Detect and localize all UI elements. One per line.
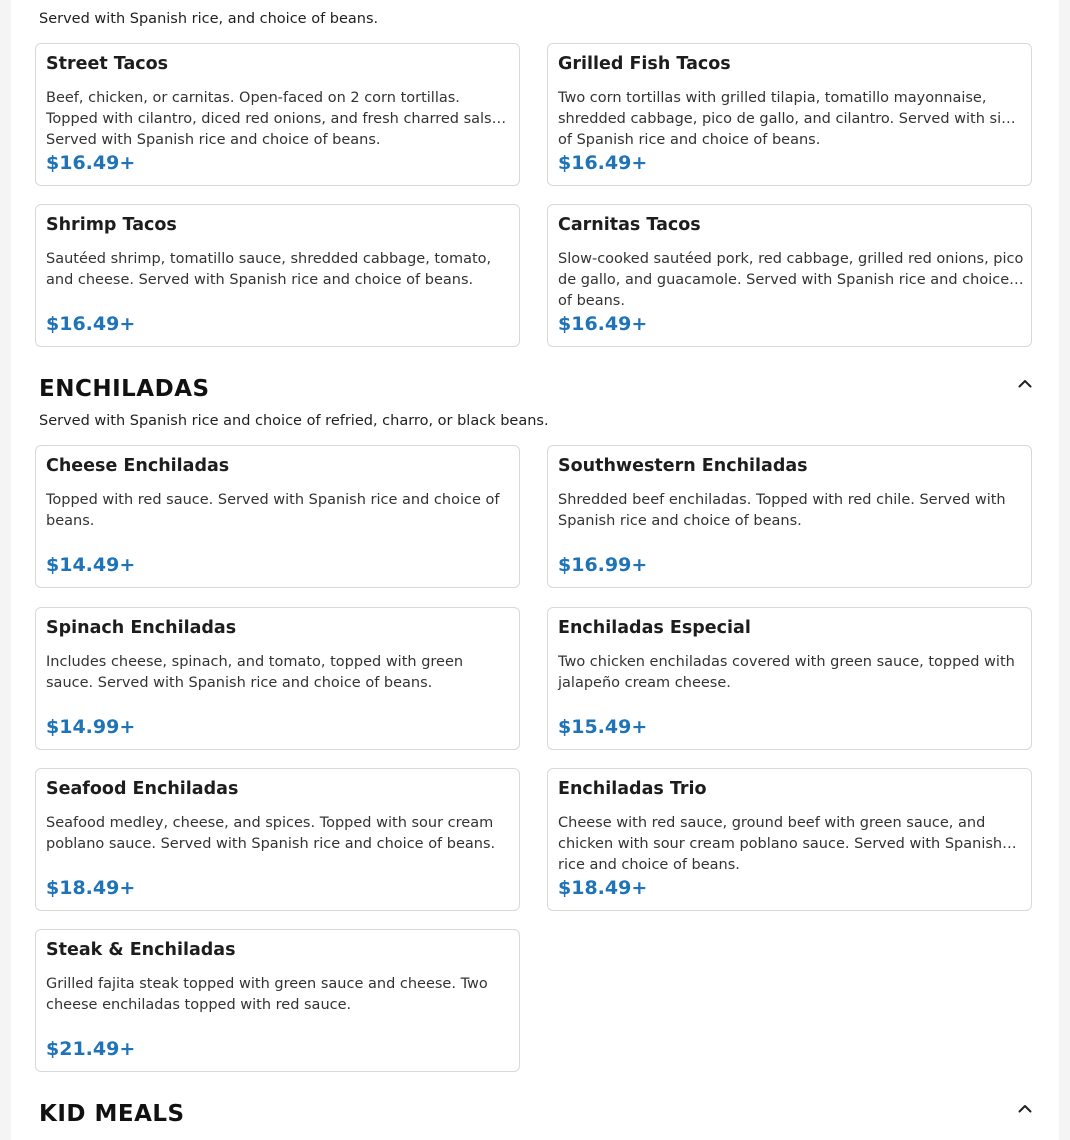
menu-item-description: Slow-cooked sautéed pork, red cabbage, grilled red onions, pico de gallo, and guacamole. Served with Spanish rice and choice of beans. (558, 251, 1024, 309)
menu-item-price: $14.49+ (46, 554, 136, 576)
enchiladas-section-title: ENCHILADAS (39, 376, 210, 402)
menu-item-description: Beef, chicken, or carnitas. Open-faced on 2 corn tortillas. Topped with cilantro, diced red onions, and fresh charred salsa. Served with Spanish rice and choice of beans. (46, 90, 506, 148)
menu-item-name: Shrimp Tacos (46, 215, 177, 235)
menu-item-card[interactable] (547, 43, 1032, 186)
menu-item-card[interactable] (35, 768, 520, 911)
menu-item-description: Grilled fajita steak topped with green sauce and cheese. Two cheese enchiladas topped with red sauce. (46, 976, 488, 1013)
menu-item-card[interactable] (35, 607, 520, 750)
menu-item-description: Topped with red sauce. Served with Spanish rice and choice of beans. (46, 492, 500, 529)
menu-item-description: Two chicken enchiladas covered with green sauce, topped with jalapeño cream cheese. (558, 654, 1015, 691)
menu-item-name: Steak & Enchiladas (46, 940, 236, 960)
menu-item-description: Sautéed shrimp, tomatillo sauce, shredded cabbage, tomato, and cheese. Served with Spanish rice and choice of beans. (46, 251, 492, 288)
tacos-section-subtitle: Served with Spanish rice, and choice of beans. (39, 11, 379, 27)
menu-item-card[interactable] (547, 204, 1032, 347)
enchiladas-section-subtitle: Served with Spanish rice and choice of refried, charro, or black beans. (39, 413, 549, 429)
menu-item-card[interactable] (547, 607, 1032, 750)
menu-item-card[interactable] (35, 43, 520, 186)
chevron-up-icon[interactable] (1016, 1099, 1034, 1117)
menu-item-name: Street Tacos (46, 54, 169, 74)
chevron-up-icon[interactable] (1016, 374, 1034, 392)
menu-item-name: Enchiladas Especial (558, 618, 751, 638)
menu-item-description: Seafood medley, cheese, and spices. Topped with sour cream poblano sauce. Served with Spanish rice and choice of beans. (46, 815, 496, 852)
menu-item-name: Spinach Enchiladas (46, 618, 237, 638)
menu-item-price: $18.49+ (46, 877, 136, 899)
menu-item-price: $16.49+ (558, 152, 648, 174)
menu-item-description: Shredded beef enchiladas. Topped with red chile. Served with Spanish rice and choice of beans. (558, 492, 1006, 529)
menu-item-card[interactable] (35, 204, 520, 347)
menu-item-description: Cheese with red sauce, ground beef with green sauce, and chicken with sour cream poblano sauce. Served with Spanish rice and choice of beans. (558, 815, 1003, 873)
menu-item-name: Southwestern Enchiladas (558, 456, 808, 476)
menu-item-price: $16.49+ (558, 313, 648, 335)
menu-item-name: Enchiladas Trio (558, 779, 707, 799)
menu-item-price: $16.49+ (46, 152, 136, 174)
menu-item-price: $21.49+ (46, 1038, 136, 1060)
menu-item-price: $18.49+ (558, 877, 648, 899)
menu-item-price: $16.49+ (46, 313, 136, 335)
menu-item-card[interactable] (35, 929, 520, 1072)
kid-meals-section-title: KID MEALS (39, 1101, 185, 1127)
menu-item-name: Grilled Fish Tacos (558, 54, 731, 74)
menu-item-price: $15.49+ (558, 716, 648, 738)
menu-item-card[interactable] (547, 768, 1032, 911)
menu-item-card[interactable] (547, 445, 1032, 588)
menu-item-description: Two corn tortillas with grilled tilapia, tomatillo mayonnaise, shredded cabbage, pico de gallo, and cilantro. Served with side of Spanish rice and choice of beans. (558, 90, 1020, 148)
menu-item-description: Includes cheese, spinach, and tomato, topped with green sauce. Served with Spanish rice and choice of beans. (46, 654, 464, 691)
menu-page (11, 0, 1059, 1140)
menu-item-name: Carnitas Tacos (558, 215, 701, 235)
menu-item-card[interactable] (35, 445, 520, 588)
menu-item-price: $16.99+ (558, 554, 648, 576)
menu-item-name: Seafood Enchiladas (46, 779, 239, 799)
menu-item-name: Cheese Enchiladas (46, 456, 230, 476)
menu-item-price: $14.99+ (46, 716, 136, 738)
